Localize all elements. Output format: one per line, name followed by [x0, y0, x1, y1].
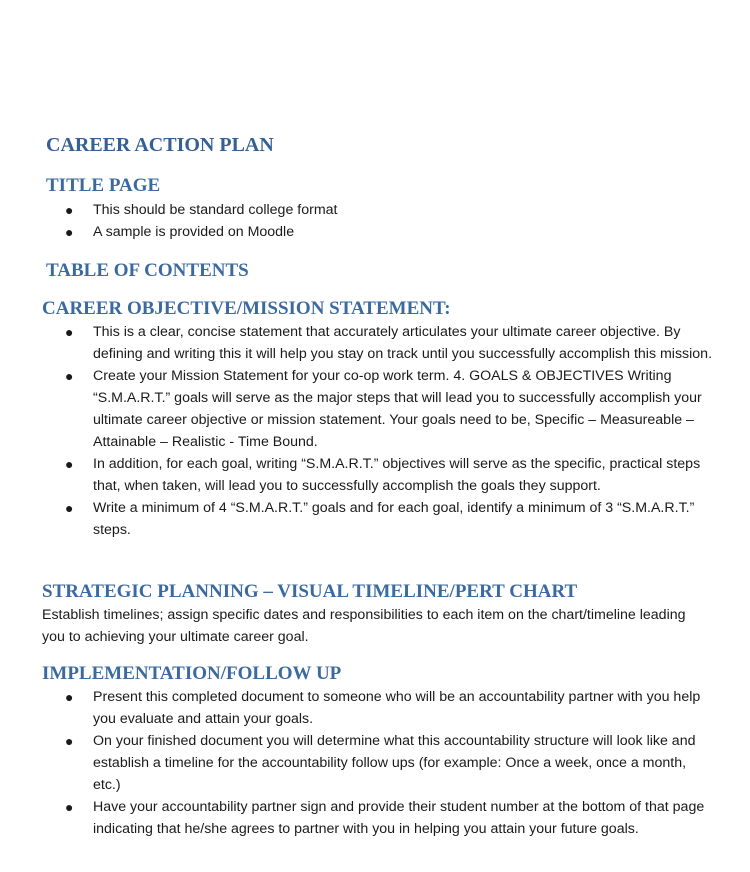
strategic-planning-paragraph: Establish timelines; assign specific dates and responsibilities to each item on the chart/timeline leading you to achieving your ultimate career goal. [42, 607, 686, 645]
heading-implementation: IMPLEMENTATION/FOLLOW UP [42, 663, 342, 684]
list-item: ● A sample is provided on Moodle [42, 221, 712, 243]
list-item: ● In addition, for each goal, writing “S.M.A.R.T.” objectives will serve as the specific, practical steps that, when taken, will lead you to successfully accomplish the goals they support. [42, 453, 712, 497]
bullet-icon: ● [65, 324, 74, 340]
heading-title-page: TITLE PAGE [46, 175, 161, 196]
heading-career-objective: CAREER OBJECTIVE/MISSION STATEMENT: [42, 298, 451, 319]
heading-table-of-contents: TABLE OF CONTENTS [46, 260, 249, 281]
list-item: ● On your finished document you will determine what this accountability structure will look like and establish a timeline for the accountability follow ups (for example: Once a week, once a month, etc.) [42, 730, 712, 796]
list-item: ● This should be standard college format [42, 199, 712, 221]
list-item: ● Present this completed document to someone who will be an accountability partner with you help you evaluate and attain your goals. [42, 686, 712, 730]
document-title: CAREER ACTION PLAN [46, 134, 274, 156]
bullet-icon: ● [65, 799, 74, 815]
list-item: ● Have your accountability partner sign and provide their student number at the bottom of that page indicating that he/she agrees to partner with you in helping you attain your future goals. [42, 796, 712, 840]
career-objective-bullets [42, 321, 712, 541]
list-item: ● Create your Mission Statement for your co-op work term. 4. GOALS & OBJECTIVES Writing “S.M.A.R.T.” goals will serve as the major steps that will lead you to successfully accomplish your ultimate career objective or mission statement. Your goals need to be, Specific – Measureable – Attainable – Realistic - Time Bound. [42, 365, 712, 453]
bullet-icon: ● [65, 500, 74, 516]
bullet-icon: ● [65, 733, 74, 749]
bullet-icon: ● [65, 456, 74, 472]
bullet-icon: ● [65, 202, 74, 218]
heading-strategic-planning: STRATEGIC PLANNING – VISUAL TIMELINE/PERT CHART [42, 581, 578, 602]
list-item: ● This is a clear, concise statement that accurately articulates your ultimate career objective. By defining and writing this it will help you stay on track until you successfully accomplish this mission. [42, 321, 712, 365]
title-page-bullets [42, 199, 712, 243]
bullet-icon: ● [65, 689, 74, 705]
list-item: ● Write a minimum of 4 “S.M.A.R.T.” goals and for each goal, identify a minimum of 3 “S.M.A.R.T.” steps. [42, 497, 712, 541]
bullet-icon: ● [65, 368, 74, 384]
bullet-icon: ● [65, 224, 74, 240]
implementation-bullets [42, 686, 712, 840]
